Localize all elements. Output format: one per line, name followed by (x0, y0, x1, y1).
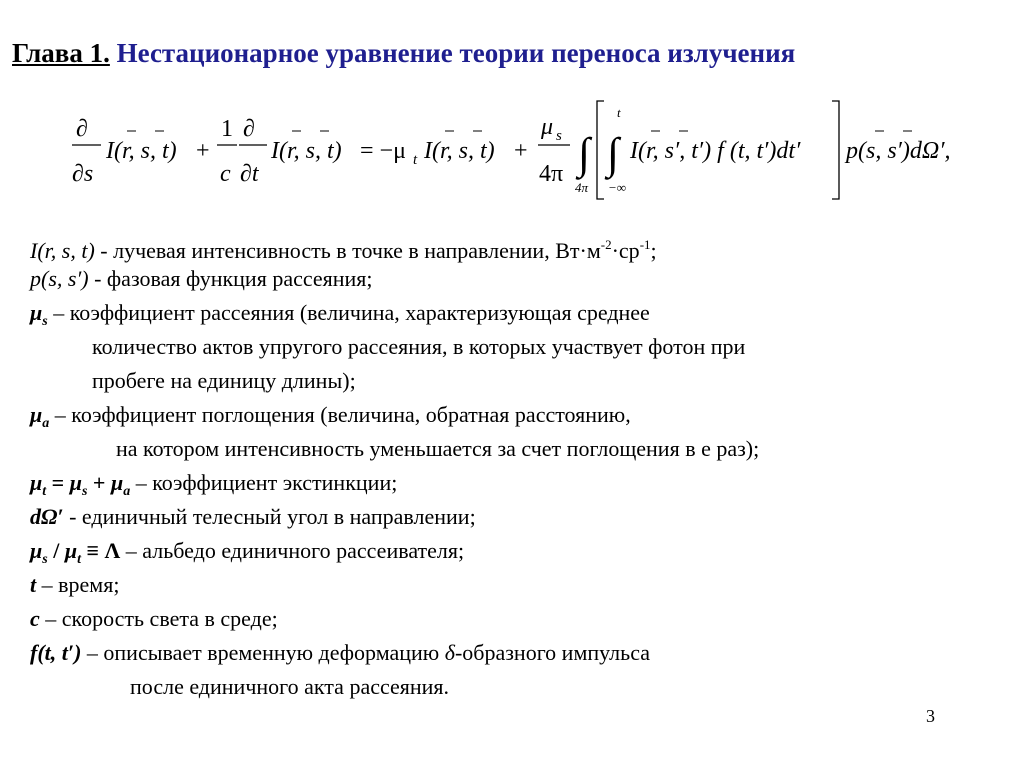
mu-symbol: μ (30, 470, 43, 495)
eq-left-bracket (597, 101, 604, 199)
equiv-lambda: ≡ Λ (80, 538, 121, 563)
eq-mu-s-sub: s (556, 128, 562, 144)
mu-s-text-line3: пробеге на единицу длины); (92, 368, 356, 393)
solid-angle-symbol: dΩ′ (30, 504, 64, 529)
slash-sign: / (47, 538, 65, 563)
mu-symbol: μ (30, 538, 43, 563)
mu-subscript: t (42, 484, 47, 499)
phase-symbol: p(s, s′) (30, 266, 89, 291)
def-phase-function (30, 262, 1010, 296)
eq-integrand: I(r, s′, t′) f (t, t′)dt′ (630, 138, 801, 164)
intensity-text-b: ·ср (611, 238, 640, 263)
def-temporal-function (30, 636, 1010, 670)
def-albedo (30, 534, 1010, 568)
def-time (30, 568, 1010, 602)
def-intensity (30, 228, 1010, 262)
def-extinction-coefficient (30, 466, 1010, 500)
eq-plus: + (196, 138, 210, 164)
intensity-text-a: - лучевая интенсивность в точке в направлении, Вт·м (94, 238, 601, 263)
eq-outer-limit: 4π (575, 180, 589, 195)
mu-subscript: s (42, 314, 48, 329)
f-text-b: -образного импульса (454, 640, 650, 665)
eq-phase-function: p(s, s′)dΩ′, (846, 138, 951, 164)
mu-symbol: μ (30, 300, 43, 325)
eq-inner-lower-limit: −∞ (608, 180, 627, 195)
mu-symbol: μ (110, 470, 124, 495)
intensity-text-c: ; (650, 238, 657, 263)
mu-symbol: μ (69, 470, 82, 495)
mu-subscript: a (123, 484, 131, 499)
mu-a-text-line2: на котором интенсивность уменьшается за счет поглощения в е раз); (116, 436, 760, 461)
eq-plus: + (514, 138, 528, 164)
solid-angle-text: - единичный телесный угол в направлении; (63, 504, 476, 529)
transport-equation (0, 0, 1024, 220)
definitions-list (30, 228, 1010, 704)
mu-subscript: t (77, 552, 81, 567)
eq-partial-t: ∂t (240, 161, 259, 187)
eq-inner-integral: ∫ (607, 129, 620, 178)
equals-sign: = (46, 470, 70, 495)
intensity-exp-1: -2 (600, 237, 612, 252)
mu-subscript: a (42, 416, 50, 431)
time-symbol: t (30, 572, 37, 597)
mu-symbol: μ (30, 402, 43, 427)
mu-s-text: – коэффициент рассеяния (величина, характеризующая среднее (47, 300, 650, 325)
eq-partial-s: ∂s (72, 161, 94, 187)
f-symbol: f(t, t′) (30, 640, 82, 665)
mu-subscript: s (42, 552, 48, 567)
eq-term-I: I(r, s, t) (424, 138, 495, 164)
eq-term-I: I(r, s, t) (271, 138, 342, 164)
def-absorption-coefficient (30, 398, 1010, 432)
eq-equals-mu: = −μ (360, 138, 406, 164)
def-scattering-coefficient-cont (30, 330, 1010, 364)
delta-symbol: δ (444, 640, 455, 665)
def-solid-angle (30, 500, 1010, 534)
eq-inner-upper-limit: t (617, 105, 621, 120)
def-speed-of-light (30, 602, 1010, 636)
chapter-title: Нестационарное уравнение теории переноса излучения (116, 38, 796, 68)
eq-term-I: I(r, s, t) (106, 138, 177, 164)
plus-sign: + (87, 470, 111, 495)
def-scattering-coefficient (30, 296, 1010, 330)
time-text: – время; (36, 572, 120, 597)
eq-one: 1 (221, 116, 233, 142)
page-number: 3 (926, 706, 935, 726)
intensity-symbol: I(r, s, t) (30, 238, 95, 263)
eq-outer-integral: ∫ (578, 129, 591, 178)
phase-text: - фазовая функция рассеяния; (88, 266, 373, 291)
f-text-a: – описывает временную деформацию (81, 640, 445, 665)
mu-symbol: μ (64, 538, 78, 563)
def-temporal-function-cont (30, 670, 1010, 704)
mu-subscript: s (81, 484, 88, 499)
eq-four-pi: 4π (539, 161, 564, 187)
albedo-text: – альбедо единичного рассеивателя; (120, 538, 465, 563)
def-scattering-coefficient-cont (30, 364, 1010, 398)
eq-partial-numerator: ∂ (243, 116, 255, 142)
def-absorption-coefficient-cont (30, 432, 1010, 466)
mu-a-text: – коэффициент поглощения (величина, обратная расстоянию, (49, 402, 631, 427)
chapter-label: Глава 1. (12, 38, 110, 68)
intensity-exp-2: -1 (639, 237, 651, 252)
eq-right-bracket (832, 101, 839, 199)
f-text-line2: после единичного акта рассеяния. (130, 674, 450, 699)
eq-partial-numerator: ∂ (76, 116, 88, 142)
mu-s-text-line2: количество актов упругого рассеяния, в которых участвует фотон при (92, 334, 746, 359)
c-text: – скорость света в среде; (39, 606, 278, 631)
c-symbol: c (30, 606, 40, 631)
extinction-text: – коэффициент экстинкции; (130, 470, 398, 495)
eq-mu-s: μ (541, 114, 554, 140)
eq-c: c (220, 161, 231, 187)
eq-mu-t-sub: t (413, 152, 418, 168)
